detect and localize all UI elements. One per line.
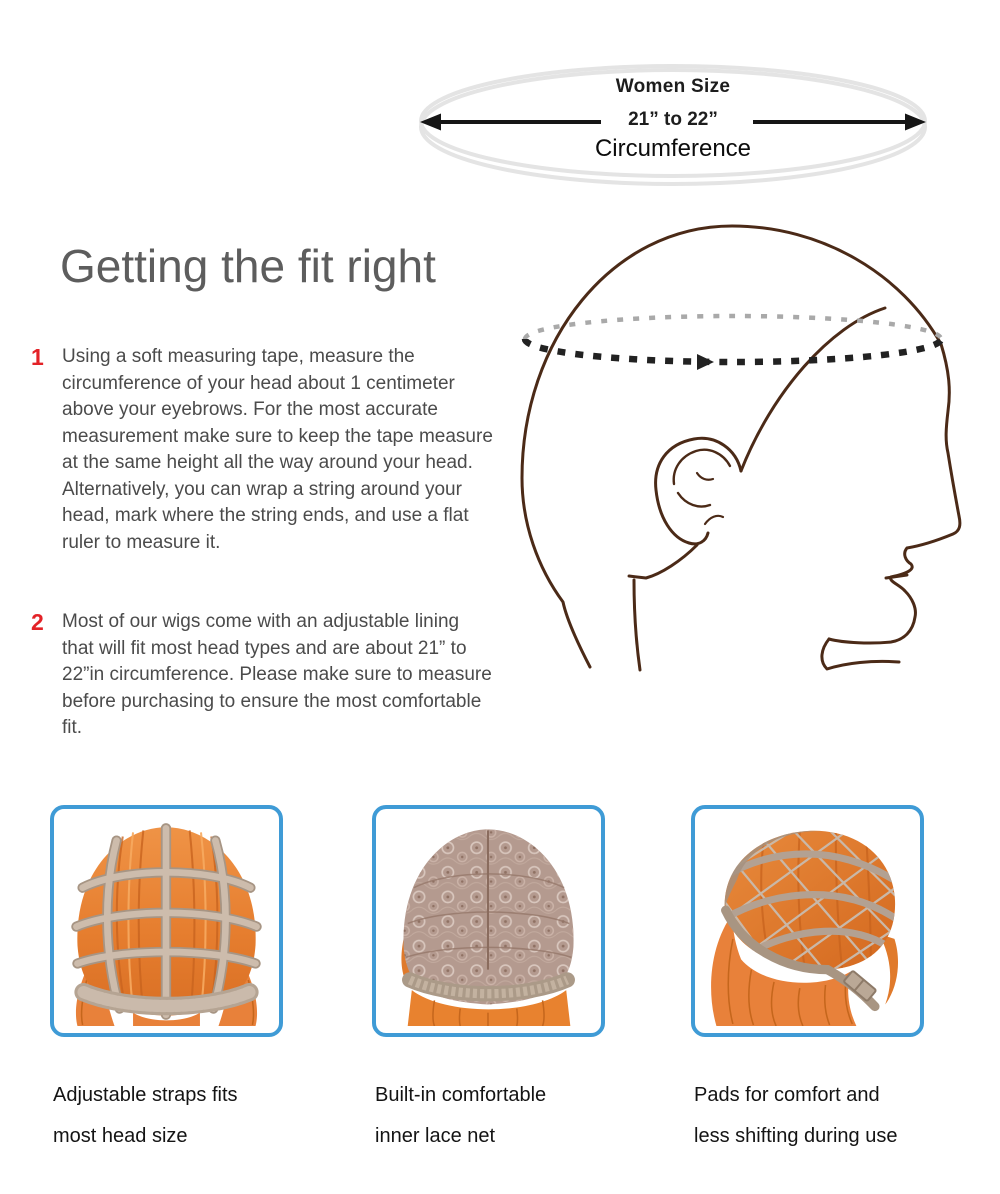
caption-line: most head size <box>53 1125 188 1147</box>
wig-cap-side-photo <box>691 805 924 1037</box>
feature-card-pads <box>691 805 924 1157</box>
tape-direction-arrow-icon <box>697 354 714 370</box>
size-band-label: Circumference <box>594 135 752 162</box>
wig-cap-straps-photo <box>50 805 283 1037</box>
caption-line: Adjustable straps fits <box>53 1084 238 1106</box>
feature-caption-straps <box>53 1075 283 1157</box>
step-1 <box>31 344 494 556</box>
size-band-range: 21” to 22” <box>628 109 718 130</box>
caption-line: Pads for comfort and <box>694 1084 880 1106</box>
step-2 <box>31 609 494 742</box>
feature-card-lace-net <box>372 805 605 1157</box>
wig-cap-side-pads-illustration <box>702 816 913 1026</box>
feature-caption-lace-net <box>375 1075 605 1157</box>
size-band-title: Women Size <box>615 76 731 97</box>
caption-line: inner lace net <box>375 1125 496 1147</box>
page-title: Getting the fit right <box>60 240 436 292</box>
caption-line: Built-in comfortable <box>375 1084 547 1106</box>
feature-caption-pads <box>694 1075 924 1157</box>
step-2-number: 2 <box>31 609 44 635</box>
wig-cap-lace-net-illustration <box>383 816 594 1026</box>
step-2-text: Most of our wigs come with an adjustable lining that will fit most head types and are about 21” to 22”in circumference. Please make sure to measure before purchasing to ensure the most comfortable fit. <box>62 611 492 738</box>
wig-cap-lace-photo <box>372 805 605 1037</box>
caption-line: less shifting during use <box>694 1125 898 1147</box>
measuring-tape-dotted-line <box>525 316 941 370</box>
feature-card-straps <box>50 805 283 1157</box>
step-1-text: Using a soft measuring tape, measure the circumference of your head about 1 centimeter above your eyebrows. For the most accurate measurement make sure to keep the tape measure at the same height all the way around your head. Alternatively, you can wrap a string around your head, mark where the string ends, and use a flat ruler to measure it. <box>62 346 493 553</box>
wig-cap-back-straps-illustration <box>61 816 272 1026</box>
step-1-number: 1 <box>31 344 44 370</box>
head-profile-illustration <box>500 212 970 682</box>
